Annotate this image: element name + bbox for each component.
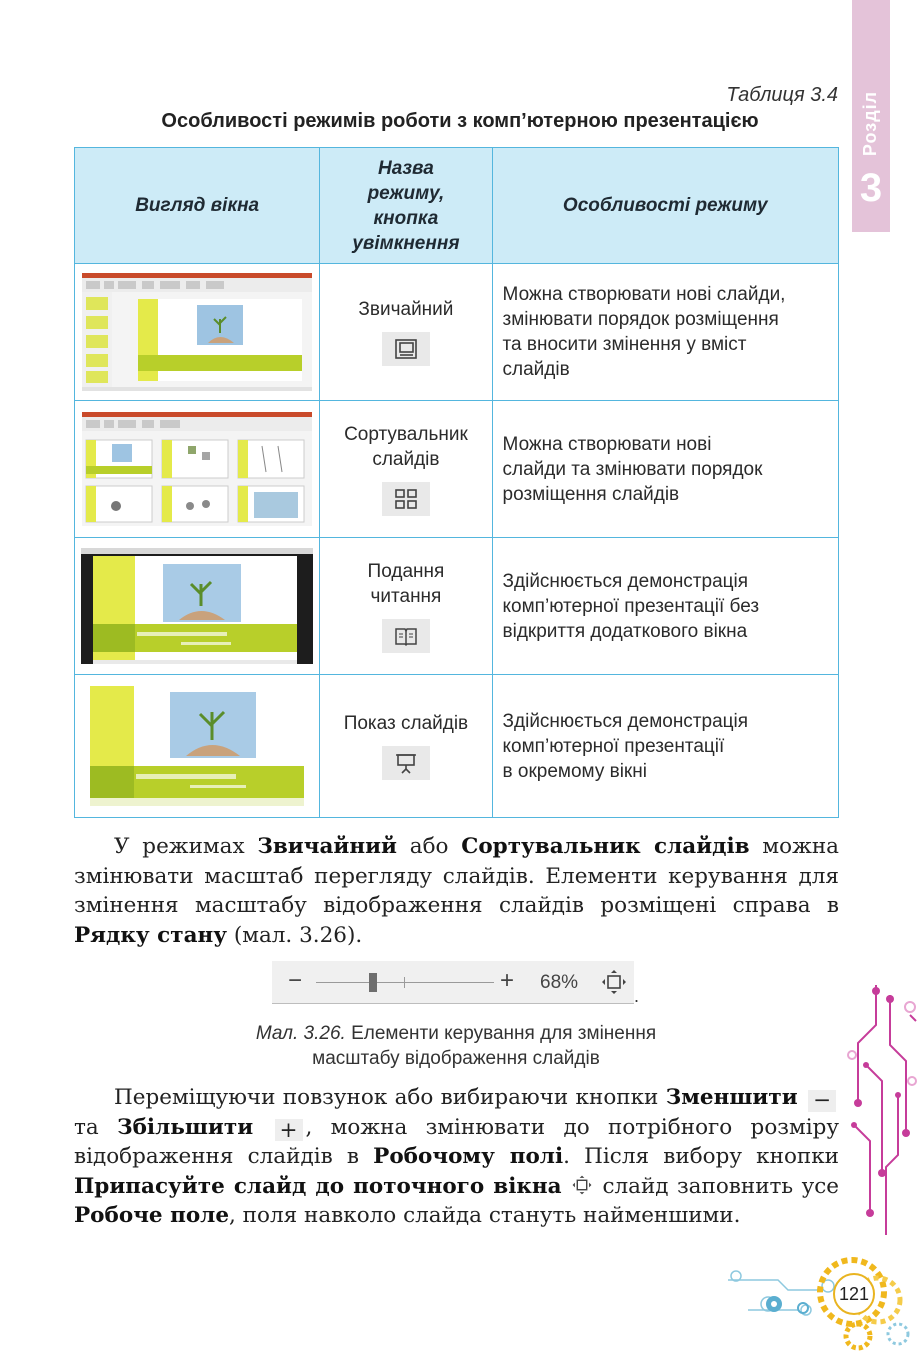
header-features: Особливості режиму — [492, 148, 838, 264]
thumbnail-normal-view — [75, 264, 320, 401]
header-mode: Назва режиму, кнопка увімкнення — [320, 148, 492, 264]
reading-view-button[interactable] — [382, 619, 430, 653]
table-title: Особливості режимів роботи з комп’ютерною презентацією — [161, 110, 759, 132]
header-view: Вигляд вікна — [75, 148, 320, 264]
zoom-slider-track[interactable] — [316, 982, 494, 983]
zoom-controls-figure — [272, 961, 634, 1004]
zoom-out-button[interactable]: − — [288, 967, 303, 994]
paragraph-zoom-intro: У режимах Звичайний або Сортувальник слайдів можна змінювати масштаб перегляду слайдів. Елементи керування для змінення масштабу відображення слайдів розміщені справа в Рядку стану (мал. 3.26). — [74, 834, 839, 948]
table-row — [75, 675, 839, 818]
desc-reading-view: Здійснюється демонстрація комп’ютерної презентації без відкриття додаткового вікна — [492, 538, 838, 675]
table-row — [75, 538, 839, 675]
slide-show-icon — [394, 752, 418, 774]
modes-table — [74, 147, 839, 818]
zoom-in-inline-icon: + — [275, 1119, 303, 1141]
table-number: Таблиця 3.4 — [726, 84, 838, 106]
gears-decoration — [708, 1250, 918, 1360]
paragraph-zoom-usage: Переміщуючи повзунок або вибираючи кнопки Зменшити − та Збільшити + , можна змінювати до потрібного розміру відображення слайдів в Робочому полі. Після вибору кнопки Припасуйте слайд до поточного вікна слайд заповнить усе Робоче поле, поля навколо слайда стануть найменшими. — [74, 1085, 840, 1228]
desc-normal: Можна створювати нові слайди, змінювати порядок розміщення та вносити змінення у вміст слайдів — [492, 264, 838, 401]
thumbnail-reading-view — [75, 538, 320, 675]
table-row — [75, 264, 839, 401]
table-header-row — [75, 148, 839, 264]
zoom-out-inline-icon: − — [808, 1090, 836, 1112]
mode-slide-sorter: Сортувальник слайдів — [320, 401, 492, 538]
zoom-in-button[interactable]: + — [500, 967, 515, 994]
desc-slide-sorter: Можна створювати нові слайди та змінювати порядок розміщення слайдів — [492, 401, 838, 538]
normal-view-button[interactable] — [382, 332, 430, 366]
slide-sorter-screenshot — [82, 412, 312, 526]
mode-reading-view: Подання читання — [320, 538, 492, 675]
page-number: 121 — [833, 1273, 875, 1315]
chapter-label: Розділ — [860, 90, 881, 156]
desc-slide-show: Здійснюється демонстрація комп’ютерної презентації в окремому вікні — [492, 675, 838, 818]
zoom-slider-tick — [404, 977, 405, 988]
slide-show-button[interactable] — [382, 746, 430, 780]
chapter-number: 3 — [859, 166, 883, 210]
slide-show-screenshot — [90, 686, 304, 806]
zoom-percent[interactable]: 68% — [540, 972, 579, 993]
chapter-side-tab — [852, 0, 890, 232]
fit-slide-to-window-icon[interactable] — [600, 968, 628, 996]
figure-dot: . — [634, 986, 640, 1006]
normal-view-screenshot — [82, 273, 312, 391]
mode-normal: Звичайний — [320, 264, 492, 401]
reading-view-screenshot — [81, 548, 313, 664]
thumbnail-slide-show — [75, 675, 320, 818]
slide-sorter-button[interactable] — [382, 482, 430, 516]
thumbnail-slide-sorter — [75, 401, 320, 538]
table-row — [75, 401, 839, 538]
zoom-slider-thumb[interactable] — [369, 973, 377, 992]
mode-slide-show: Показ слайдів — [320, 675, 492, 818]
normal-view-icon — [394, 338, 418, 360]
fit-slide-inline-icon — [570, 1174, 594, 1196]
reading-view-icon — [394, 625, 418, 647]
circuit-decoration — [846, 985, 918, 1275]
figure-caption: Мал. 3.26. Елементи керування для змінення масштабу відображення слайдів — [255, 1023, 657, 1069]
slide-sorter-icon — [394, 488, 418, 510]
